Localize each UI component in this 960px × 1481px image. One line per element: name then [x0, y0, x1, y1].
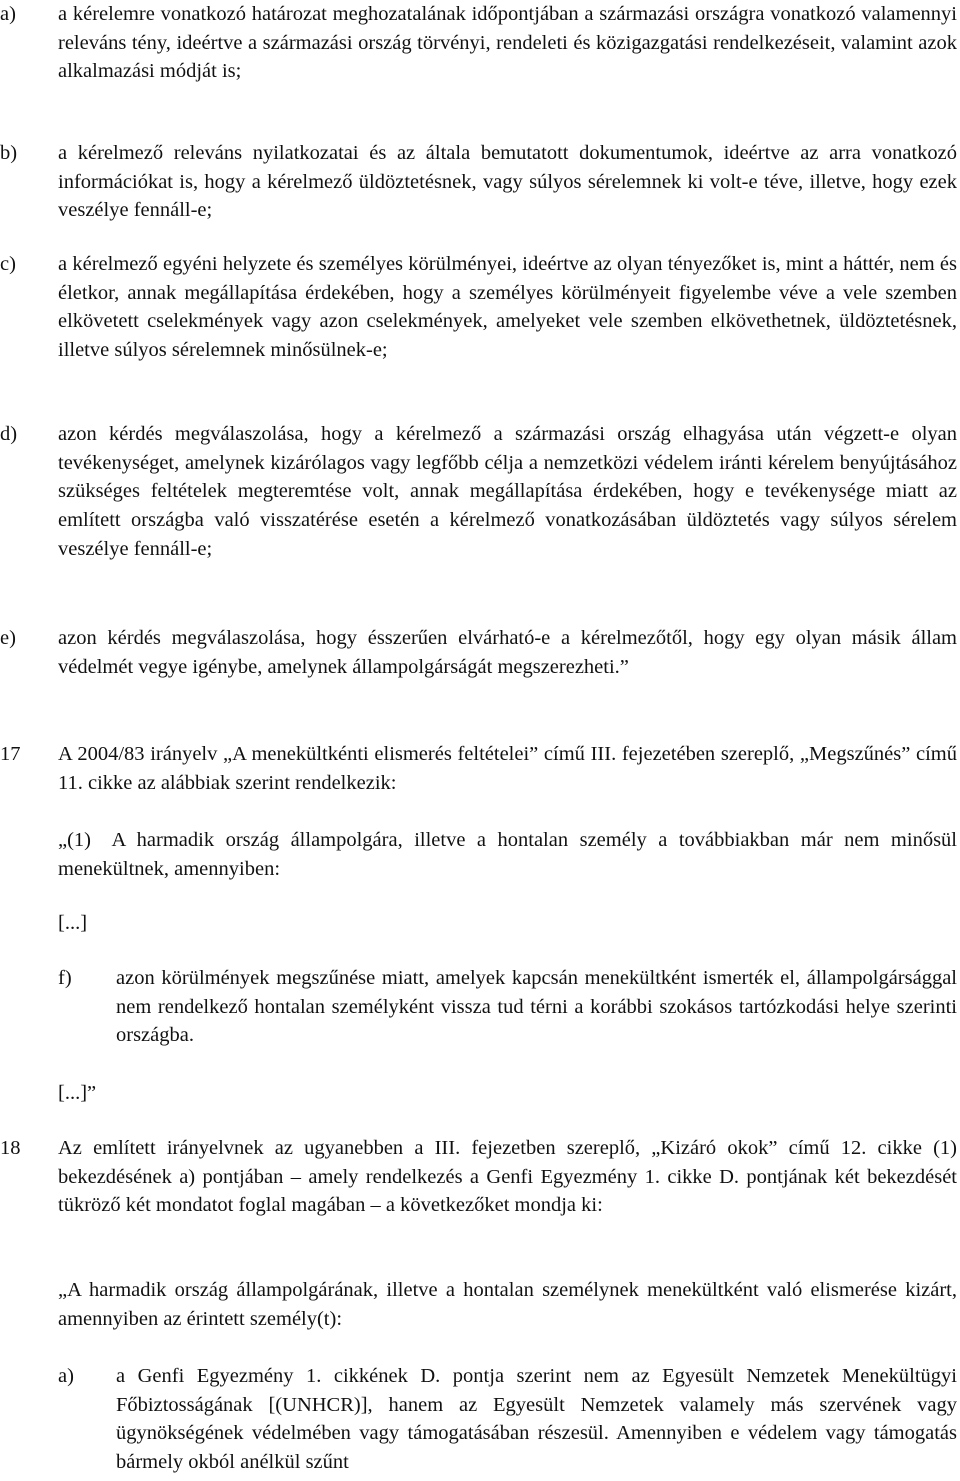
- omission-marker-end: [...]”: [58, 1082, 97, 1104]
- item-text: azon körülmények megszűnése miatt, amelyek kapcsán menekültként ismerték el, állampolgársággal nem rendelkező hontalan személyként vissza tud térni a korábbi szokásos tartózkodási helye szerinti országba.: [116, 967, 957, 1047]
- list-item-18a: [58, 1362, 957, 1477]
- omission-marker: [...]: [58, 912, 88, 934]
- item-text: azon kérdés megválaszolása, hogy ésszerűen elvárható-e a kérelmezőtől, hogy egy olyan másik állam védelmét vegye igénybe, amelynek állampolgárságát megszerezheti.”: [58, 627, 957, 678]
- item-label: c): [0, 253, 16, 275]
- item-label: f): [58, 967, 72, 989]
- item-label: d): [0, 423, 18, 445]
- section-18-quote: „A harmadik ország állampolgárának, illetve a hontalan személynek menekültként való elismerése kizárt, amennyiben az érintett személy(t):: [58, 1279, 957, 1330]
- item-text: azon kérdés megválaszolása, hogy a kérelmező a származási ország elhagyása után végzett-e olyan tevékenységet, amelynek kizárólagos vagy legfőbb célja a nemzetközi védelem iránti kérelem benyújtásához szükséges feltételek megteremtése volt, annak megállapítása érdekében, hogy e tevékenysége miatt az említett országba való visszatérése esetén a kérelmező vonatkozásában üldöztetés vagy súlyos sérelem veszélye fennáll-e;: [58, 423, 957, 560]
- list-item-b: [0, 139, 957, 225]
- item-label: a): [0, 3, 16, 25]
- section-17-intro: A 2004/83 irányelv „A menekültkénti elismerés feltételei” című III. fejezetében szereplő, „Megszűnés” című 11. cikke az alábbiak szerint rendelkezik:: [58, 743, 957, 794]
- item-label: a): [58, 1365, 74, 1387]
- list-item-c: [0, 250, 957, 365]
- item-text: a kérelmező releváns nyilatkozatai és az általa bemutatott dokumentumok, ideértve az arra vonatkozó információkat is, hogy a kérelmező üldöztetésnek, vagy súlyos sérelemnek ki volt-e téve, illetve, hogy ezek veszélye fennáll-e;: [58, 142, 957, 222]
- list-item-e: [0, 624, 957, 681]
- section-18-intro: Az említett irányelvnek az ugyanebben a III. fejezetben szereplő, „Kizáró okok” című 12. cikke (1) bekezdésének a) pontjában – amely rendelkezés a Genfi Egyezmény 1. cikke D. pontjának két bekezdését tükröző két mondatot foglal magában – a következőket mondja ki:: [58, 1137, 957, 1217]
- item-text: a kérelemre vonatkozó határozat meghozatalának időpontjában a származási országra vonatkozó valamennyi releváns tény, ideértve a származási ország törvényi, rendeleti és közigazgatási rendelkezéseit, valamint azok alkalmazási módját is;: [58, 3, 957, 83]
- list-item-f: [58, 964, 957, 1050]
- section-17-quote: „(1) A harmadik ország állampolgára, illetve a hontalan személy a továbbiakban már nem minősül menekültnek, amennyiben:: [58, 829, 957, 880]
- item-text: a kérelmező egyéni helyzete és személyes körülményei, ideértve az olyan tényezőket is, mint a háttér, nem és életkor, annak megállapítása érdekében, hogy a személyes körülményeit figyelembe véve a vele szemben elkövetett cselekmények vagy azon cselekmények, amelyeket vele szemben elkövethetnek, üldöztetésnek, illetve súlyos sérelemnek minősülnek-e;: [58, 253, 957, 362]
- list-item-a: [0, 0, 957, 86]
- paragraph-number-17: 17: [0, 743, 21, 765]
- item-label: b): [0, 142, 18, 164]
- list-item-d: [0, 420, 957, 564]
- paragraph-number-18: 18: [0, 1137, 21, 1159]
- item-label: e): [0, 627, 16, 649]
- item-text: a Genfi Egyezmény 1. cikkének D. pontja szerint nem az Egyesült Nemzetek Menekültügyi Főbiztosságának [(UNHCR)], hanem az Egyesült Nemzetek valamely más szervének vagy ügynökségének védelmében vagy támogatásában részesül. Amennyiben e védelem vagy támogatás bármely okból anélkül szűnt: [116, 1365, 957, 1474]
